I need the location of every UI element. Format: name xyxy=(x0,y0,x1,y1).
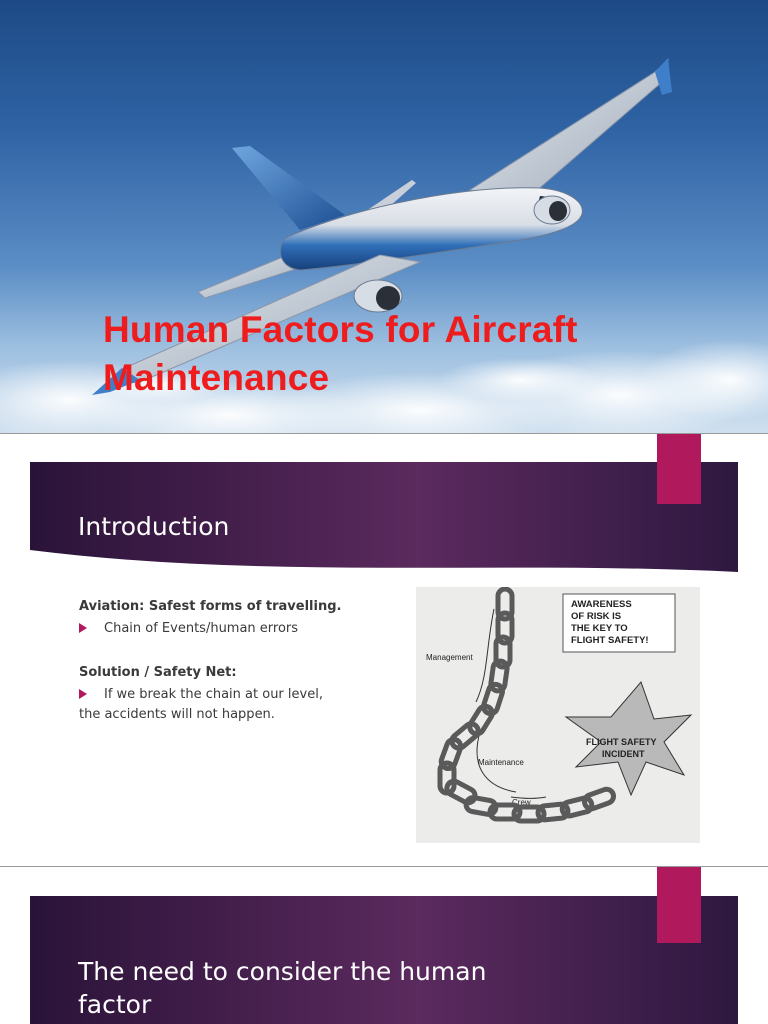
human-factor-slide xyxy=(0,867,768,1024)
accent-tab xyxy=(657,434,701,504)
box-line-3: THE KEY TO xyxy=(571,623,628,634)
continuation-text: the accidents will not happen. xyxy=(79,707,275,722)
box-line-2: OF RISK IS xyxy=(571,611,622,622)
bullet-text: Chain of Events/human errors xyxy=(104,621,299,636)
box-line-1: AWARENESS xyxy=(571,599,632,610)
bullet-break-chain xyxy=(79,686,379,704)
label-management: Management xyxy=(426,653,473,662)
title-line-1: Human Factors for Aircraft xyxy=(103,309,578,350)
bullet-arrow-icon xyxy=(79,689,87,699)
bullet-arrow-icon xyxy=(79,623,87,633)
chain-of-events-figure xyxy=(416,587,700,843)
accent-tab xyxy=(657,867,701,943)
bullet-text: If we break the chain at our level, xyxy=(104,687,323,702)
heading-aviation: Aviation: Safest forms of travelling. xyxy=(79,599,342,614)
title-line-2: Maintenance xyxy=(103,357,330,398)
title-banner xyxy=(30,896,738,1024)
presentation-title xyxy=(103,306,723,402)
label-maintenance: Maintenance xyxy=(478,758,524,767)
star-line-1: FLIGHT SAFETY xyxy=(586,737,657,747)
title-slide xyxy=(0,0,768,433)
title-banner xyxy=(30,462,738,580)
slide-title xyxy=(78,955,598,1021)
chain-diagram xyxy=(416,587,700,843)
label-crew: Crew xyxy=(512,798,531,807)
box-line-4: FLIGHT SAFETY! xyxy=(571,635,649,646)
title-line-2: factor xyxy=(78,990,152,1019)
star-line-2: INCIDENT xyxy=(602,749,645,759)
slide-title: Introduction xyxy=(78,512,230,541)
introduction-slide xyxy=(0,434,768,866)
heading-solution: Solution / Safety Net: xyxy=(79,665,237,680)
bullet-chain-of-events xyxy=(79,620,379,638)
title-line-1: The need to consider the human xyxy=(78,957,487,986)
intro-text-block xyxy=(79,598,379,724)
